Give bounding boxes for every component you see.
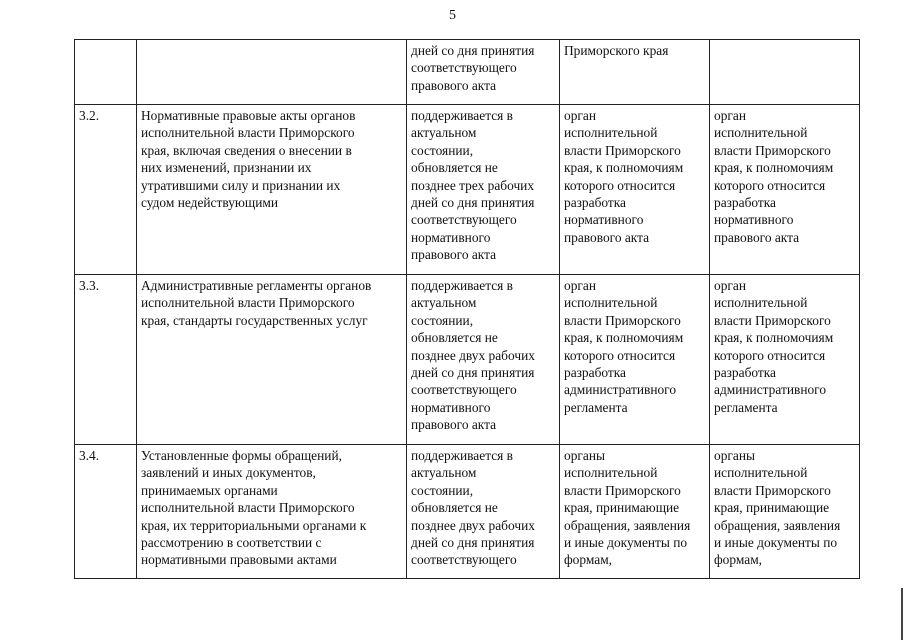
publisher-body-cell: органы исполнительной власти Приморского края, принимающие обращения, заявления и иные документы по формам, (710, 445, 860, 579)
table-row (75, 105, 860, 275)
page-number: 5 (449, 8, 456, 23)
update-term-cell: поддерживается в актуальном состоянии, обновляется не позднее двух рабочих дней со дня принятия соответствующего (407, 445, 560, 579)
update-term-cell: дней со дня принятия соответствующего правового акта (407, 40, 560, 105)
row-number: 3.3. (75, 275, 137, 445)
document-name-cell (137, 40, 407, 105)
publisher-body-cell: орган исполнительной власти Приморского края, к полномочиям которого относится разработка административного регламента (710, 275, 860, 445)
responsible-body-cell: органы исполнительной власти Приморского края, принимающие обращения, заявления и иные документы по формам, (560, 445, 710, 579)
row-number: 3.2. (75, 105, 137, 275)
scan-edge-mark (901, 588, 903, 640)
document-name-cell: Нормативные правовые акты органов исполнительной власти Приморского края, включая сведения о внесении в них изменений, признании их утратившими силу и признании их судом недействующими (137, 105, 407, 275)
update-term-cell: поддерживается в актуальном состоянии, обновляется не позднее двух рабочих дней со дня принятия соответствующего нормативного правового акта (407, 275, 560, 445)
publisher-body-cell (710, 40, 860, 105)
document-table (74, 39, 860, 579)
update-term-cell: поддерживается в актуальном состоянии, обновляется не позднее трех рабочих дней со дня принятия соответствующего нормативного правового акта (407, 105, 560, 275)
table-row (75, 40, 860, 105)
responsible-body-cell: Приморского края (560, 40, 710, 105)
document-name-cell: Установленные формы обращений, заявлений и иных документов, принимаемых органами исполнительной власти Приморского края, их территориальными органами к рассмотрению в соответствии с нормативными правовыми актами (137, 445, 407, 579)
row-number (75, 40, 137, 105)
responsible-body-cell: орган исполнительной власти Приморского края, к полномочиям которого относится разработка административного регламента (560, 275, 710, 445)
responsible-body-cell: орган исполнительной власти Приморского края, к полномочиям которого относится разработка нормативного правового акта (560, 105, 710, 275)
row-number: 3.4. (75, 445, 137, 579)
table-row (75, 445, 860, 579)
publisher-body-cell: орган исполнительной власти Приморского края, к полномочиям которого относится разработка нормативного правового акта (710, 105, 860, 275)
document-name-cell: Административные регламенты органов исполнительной власти Приморского края, стандарты государственных услуг (137, 275, 407, 445)
table-row (75, 275, 860, 445)
